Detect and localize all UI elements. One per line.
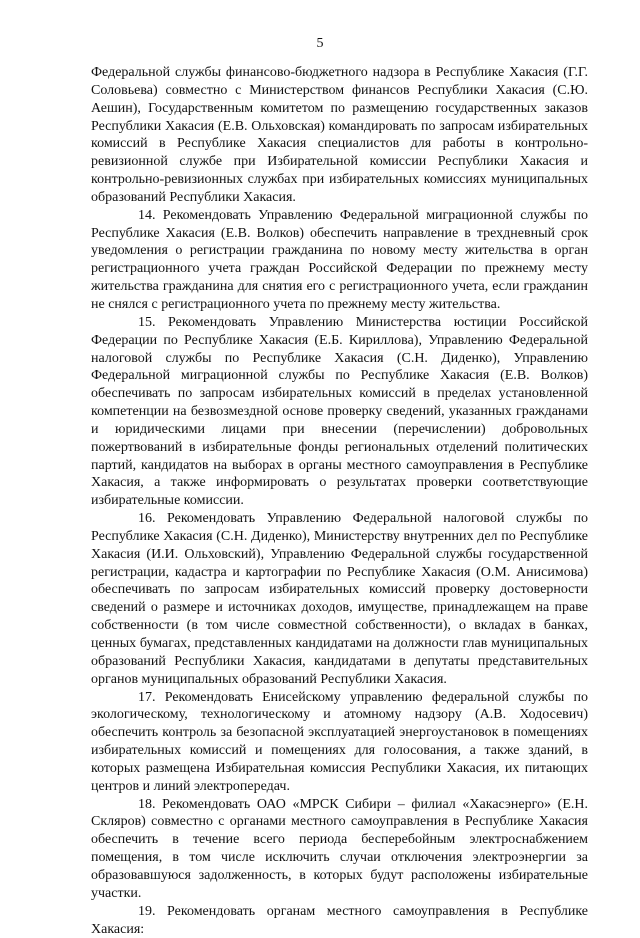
page-number: 5 bbox=[316, 36, 324, 51]
paragraph-item-17: 17. Рекомендовать Енисейскому управлению федеральной службы по экологическому, технологическому и атомному надзору (А.В. Ходосевич) обеспечить контроль за безопасной эксплуатацией энергоустановок в помещениях избирательных комиссий и помещениях для голосования, а также зданий, в которых размещена Избирательная комиссия Республики Хакасия, их питающих центров и линий электропередач. bbox=[91, 689, 588, 794]
paragraph-item-15: 15. Рекомендовать Управлению Министерства юстиции Российской Федерации по Республике Хакасия (Е.Б. Кириллова), Управлению Федеральной налоговой службы по Республике Хакасия (С.Н. Диденко), Управлению Федеральной миграционной службы по Республике Хакасия (Е.В. Волков) обеспечивать по запросам избирательных комиссий в пределах установленной компетенции на безвозмездной основе проверку сведений, указанных гражданами и юридическими лицами при внесении (перечислении) добровольных пожертвований в избирательные фонды региональных отделений политических партий, кандидатов на выборах в органы местного самоуправления в Республике Хакасия, а также информировать о результатах проверки соответствующие избирательные комиссии. bbox=[91, 314, 588, 509]
paragraph-item-14: 14. Рекомендовать Управлению Федеральной миграционной службы по Республике Хакасия (Е.В. Волков) обеспечить направление в трехдневный срок уведомления о регистрации гражданина по новому месту жительства в орган регистрационного учета граждан Российской Федерации по прежнему месту жительства гражданина для снятия его с регистрационного учета, если гражданин не снялся с регистрационного учета по прежнему месту жительства. bbox=[91, 207, 588, 312]
paragraph-item-16: 16. Рекомендовать Управлению Федеральной налоговой службы по Республике Хакасия (С.Н. Диденко), Министерству внутренних дел по Республике Хакасия (И.И. Ольховский), Управлению Федеральной службы государственной регистрации, кадастра и картографии по Республике Хакасия (О.М. Анисимова) обеспечивать по запросам избирательных комиссий проверку достоверности сведений о размере и источниках доходов, имуществе, принадлежащем на праве собственности (в том числе совместной собственности), о вкладах в банках, ценных бумагах, представленных кандидатами на должности глав муниципальных образований Республики Хакасия, кандидатами в депутаты представительных органов муниципальных образований Республики Хакасия. bbox=[91, 511, 588, 687]
paragraph-item-18: 18. Рекомендовать ОАО «МРСК Сибири – филиал «Хакасэнерго» (Е.Н. Скляров) совместно с органами местного самоуправления в Республике Хакасия обеспечить в течение всего периода бесперебойным электроснабжением помещения, в том числе исключить случаи отключения электроэнергии за образовавшуюся задолженность, в которых будут расположены избирательные участки. bbox=[91, 796, 588, 901]
paragraph-continuation: Федеральной службы финансово-бюджетного надзора в Республике Хакасия (Г.Г. Соловьева) совместно с Министерством финансов Республики Хакасия (С.Ю. Аешин), Государственным комитетом по размещению государственных заказов Республики Хакасия (Е.В. Ольховская) командировать по запросам избирательных комиссий в Республике Хакасия специалистов для работы в контрольно-ревизионной службе при Избирательной комиссии Республики Хакасия и контрольно-ревизионных службах при избирательных комиссиях муниципальных образований Республики Хакасия. bbox=[91, 65, 588, 205]
paragraph-item-19: 19. Рекомендовать органам местного самоуправления в Республике Хакасия: bbox=[91, 903, 588, 937]
document-body bbox=[91, 64, 588, 938]
